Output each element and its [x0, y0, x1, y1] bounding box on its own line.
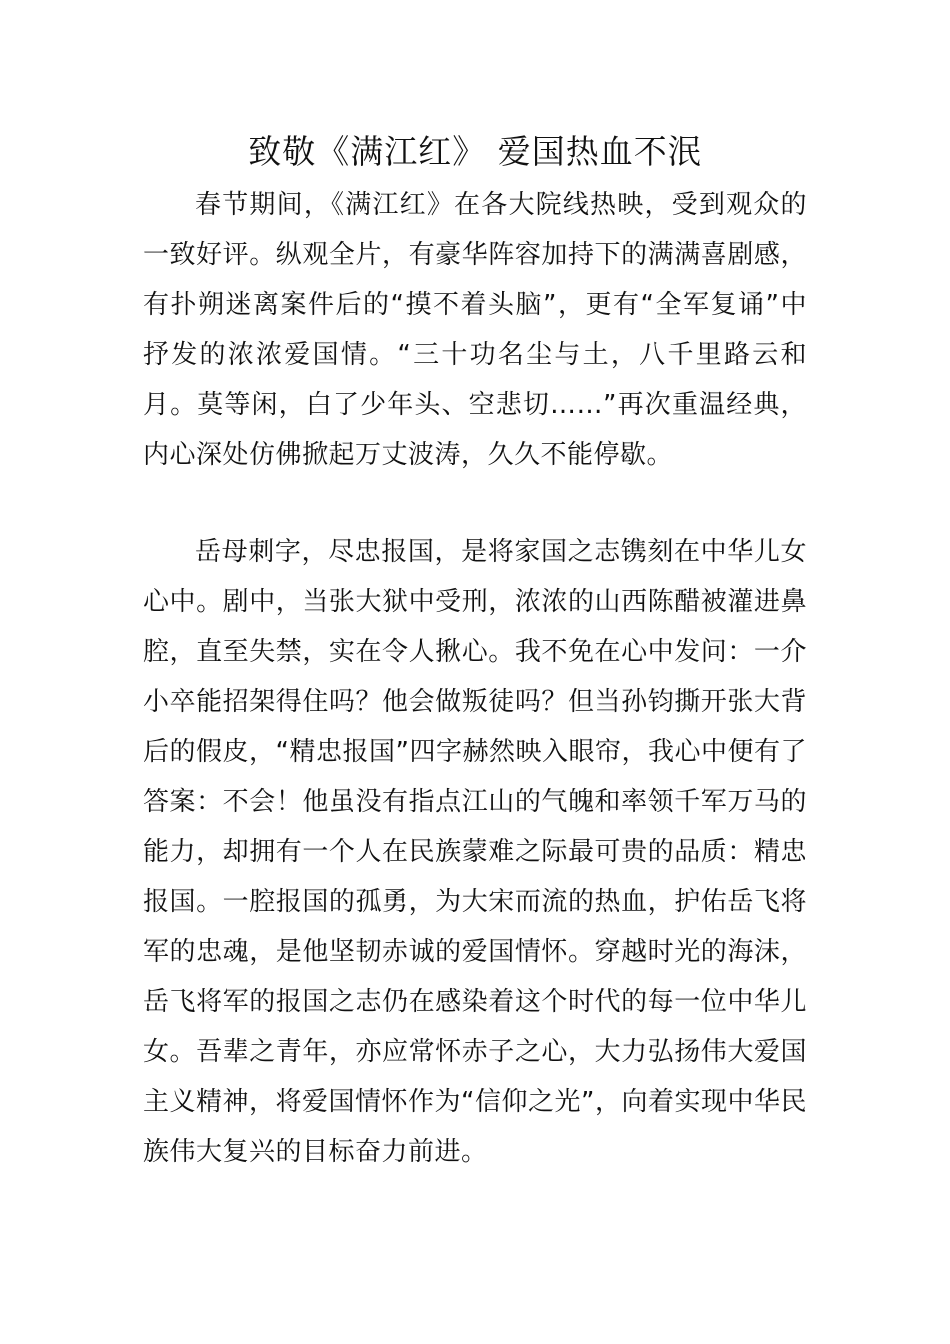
paragraph-1: 春节期间，《满江红》在各大院线热映，受到观众的一致好评。纵观全片，有豪华阵容加持下的满满喜剧感，有扑朔迷离案件后的“摸不着头脑”，更有“全军复诵”中抒发的浓浓爱国情。“三十功名尘与土，八千里路云和月。莫等闲，白了少年头、空悲切……”再次重温经典，内心深处仿佛掀起万丈波涛，久久不能停歇。 [143, 190, 807, 470]
document-title: 致敬《满江红》 爱国热血不泯 [248, 132, 702, 171]
paragraph-2: 岳母刺字，尽忠报国，是将家国之志镌刻在中华儿女心中。剧中，当张大狱中受刑，浓浓的山西陈醋被灌进鼻腔，直至失禁，实在令人揪心。我不免在心中发问：一介小卒能招架得住吗？他会做叛徒吗？但当孙钧撕开张大背后的假皮，“精忠报国”四字赫然映入眼帘，我心中便有了答案：不会！他虽没有指点江山的气魄和率领千军万马的能力，却拥有一个人在民族蒙难之际最可贵的品质：精忠报国。一腔报国的孤勇，为大宋而流的热血，护佑岳飞将军的忠魂，是他坚韧赤诚的爱国情怀。穿越时光的海沫，岳飞将军的报国之志仍在感染着这个时代的每一位中华儿女。吾辈之青年，亦应常怀赤子之心，大力弘扬伟大爱国主义精神，将爱国情怀作为“信仰之光”，向着实现中华民族伟大复兴的目标奋力前进。 [143, 537, 807, 1167]
